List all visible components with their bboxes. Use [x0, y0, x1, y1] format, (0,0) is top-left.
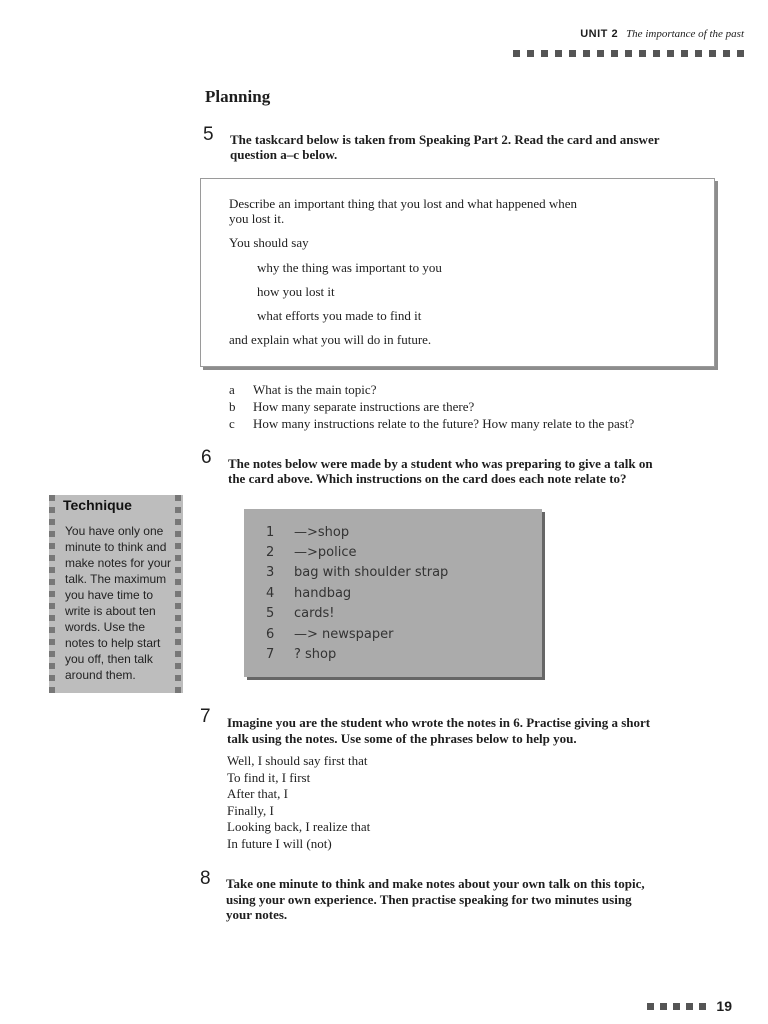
- phrase: To find it, I first: [227, 769, 311, 785]
- exercise-8-line-3: your notes.: [226, 907, 288, 922]
- taskcard-line-3: You should say: [229, 235, 309, 250]
- phrase: Looking back, I realize that: [227, 819, 371, 834]
- exercise-7-line-1: Imagine you are the student who wrote the notes in 6. Practise giving a short: [227, 715, 651, 730]
- section-title: Planning: [205, 87, 271, 106]
- note-2: 2 —>police: [266, 545, 357, 560]
- taskcard-line-4: and explain what you will do in future.: [229, 332, 432, 347]
- exercise-8-line-1: Take one minute to think and make notes about your own talk on this topic,: [226, 876, 645, 891]
- page-footer: [647, 998, 732, 1014]
- exercise-7-line-2: talk using the notes. Use some of the phrases below to help you.: [227, 731, 577, 746]
- note-4: 4 handbag: [266, 586, 352, 601]
- running-header: [513, 24, 744, 57]
- phrase-list: [227, 753, 370, 852]
- note-1: 1 —>shop: [266, 525, 350, 540]
- exercise-7-number: 7: [200, 706, 211, 727]
- note-6: 6 —> newspaper: [266, 627, 394, 642]
- note-5: 5 cards!: [266, 606, 335, 621]
- exercise-8-line-2: using your own experience. Then practise speaking for two minutes using: [226, 892, 632, 907]
- phrase: Finally, I: [227, 802, 274, 818]
- technique-left-strip: [49, 495, 55, 693]
- unit-title: The importance of the past: [626, 28, 744, 40]
- taskcard-line-1: Describe an important thing that you lost and what happened when: [229, 196, 578, 211]
- technique-title: Technique: [63, 497, 132, 513]
- unit-label: UNIT 2: [580, 28, 619, 40]
- exercise-6-line-1: The notes below were made by a student who was preparing to give a talk on: [228, 456, 653, 471]
- exercise-6-number: 6: [201, 447, 212, 468]
- taskcard-bullet-2: how you lost it: [257, 284, 335, 299]
- phrase: After that, I: [227, 786, 289, 801]
- phrase: Well, I should say first that: [227, 753, 368, 768]
- note-3: 3 bag with shoulder strap: [266, 565, 449, 580]
- taskcard: [200, 178, 715, 367]
- taskcard-line-2: you lost it.: [229, 211, 285, 226]
- phrase: In future I will (not): [227, 835, 332, 851]
- note-7: 7 ? shop: [266, 647, 337, 662]
- header-square-strip: [513, 50, 744, 57]
- student-notes-box: [244, 509, 542, 677]
- technique-body: You have only one minute to think and make notes for your talk. The maximum you have time to write is about ten words. Use the notes to help start you off, then talk around them.: [65, 524, 172, 682]
- technique-box: [49, 495, 183, 693]
- page-number: 19: [716, 998, 732, 1014]
- exercise-5-line-1: The taskcard below is taken from Speaking Part 2. Read the card and answer: [230, 132, 660, 147]
- taskcard-bullet-1: why the thing was important to you: [257, 260, 442, 275]
- taskcard-bullet-3: what efforts you made to find it: [257, 308, 422, 323]
- exercise-8-number: 8: [200, 868, 211, 889]
- exercise-6-line-2: the card above. Which instructions on the card does each note relate to?: [228, 471, 627, 486]
- exercise-5-number: 5: [203, 124, 214, 145]
- technique-right-strip: [175, 495, 181, 693]
- exercise-5-line-2: question a–c below.: [230, 147, 338, 162]
